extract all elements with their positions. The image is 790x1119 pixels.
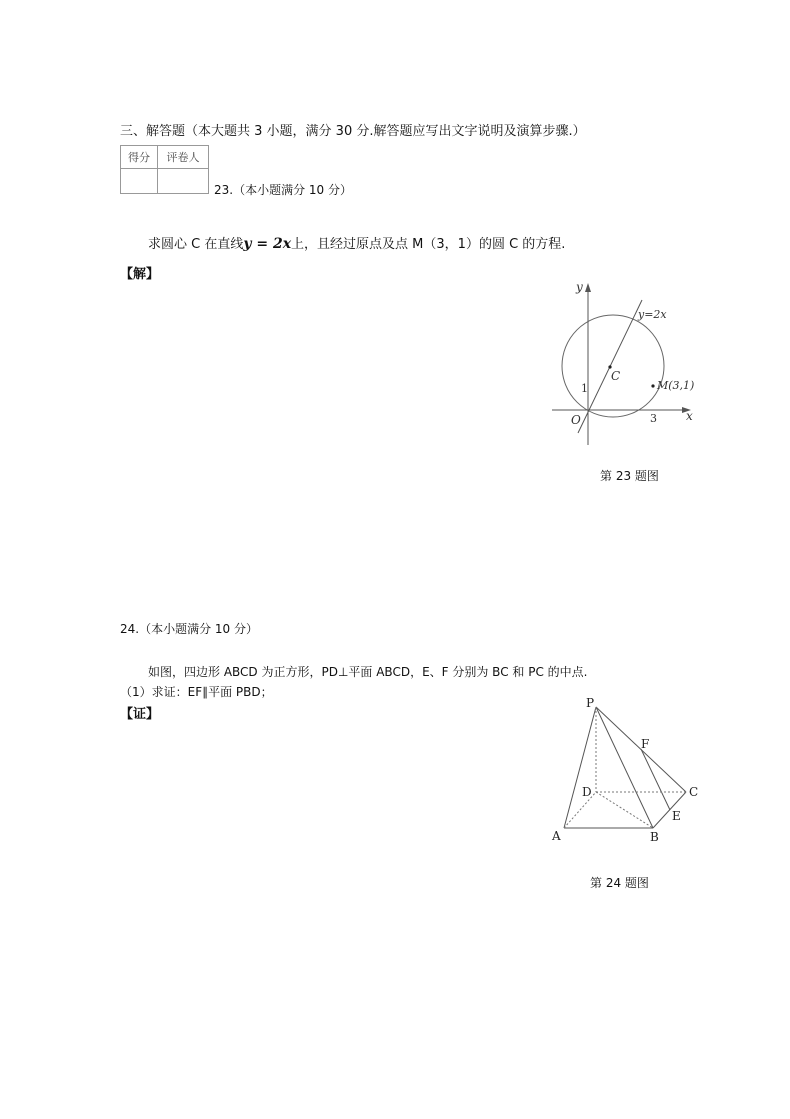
tick-y-1: 1 <box>581 382 588 395</box>
segment-fe <box>641 749 670 810</box>
label-point-m: M(3,1) <box>657 379 695 392</box>
label-d: D <box>582 785 592 799</box>
label-c: C <box>689 785 699 799</box>
q23-prompt-before: 求圆心 C 在直线 <box>148 237 244 252</box>
q23-answer-tag: 【解】 <box>120 267 160 282</box>
q24-header: 24.（本小题满分 10 分） <box>120 622 258 636</box>
label-f: F <box>641 737 650 751</box>
point-m <box>651 384 654 387</box>
q23-prompt-math: y = 2x <box>243 236 292 252</box>
q24-figure <box>540 690 710 850</box>
q24-answer-tag: 【证】 <box>120 707 160 722</box>
label-y-axis: y <box>576 280 583 294</box>
grader-header: 评卷人 <box>158 146 209 169</box>
label-center: C <box>611 369 621 383</box>
label-x-axis: x <box>686 409 693 423</box>
q23-figure <box>540 275 710 455</box>
label-b: B <box>650 830 659 844</box>
label-e: E <box>672 809 681 823</box>
label-line: y=2x <box>638 308 667 321</box>
circle-c <box>562 315 664 417</box>
q23-prompt-after: 上，且经过原点及点 M（3，1）的圆 C 的方程. <box>291 237 566 252</box>
q24-prompt: 如图，四边形 ABCD 为正方形，PD⊥平面 ABCD，E、F 分别为 BC 和 PC 的中点. <box>148 665 588 679</box>
q23-prompt <box>148 233 565 252</box>
label-p: P <box>586 696 595 710</box>
q24-caption: 第 24 题图 <box>590 876 649 890</box>
label-origin: O <box>571 413 581 427</box>
q23-header: 23.（本小题满分 10 分） <box>214 183 352 197</box>
y-axis-arrow <box>585 283 591 292</box>
q24-part1: （1）求证：EF∥平面 PBD； <box>120 685 273 699</box>
score-cell <box>121 169 158 194</box>
score-header: 得分 <box>121 146 158 169</box>
label-a: A <box>552 829 561 843</box>
q23-caption: 第 23 题图 <box>600 469 659 483</box>
grader-cell <box>158 169 209 194</box>
tick-x-3: 3 <box>650 412 657 425</box>
score-table <box>120 145 209 194</box>
section-heading: 三、解答题（本大题共 3 小题，满分 30 分.解答题应写出文字说明及演算步骤.） <box>120 124 586 139</box>
